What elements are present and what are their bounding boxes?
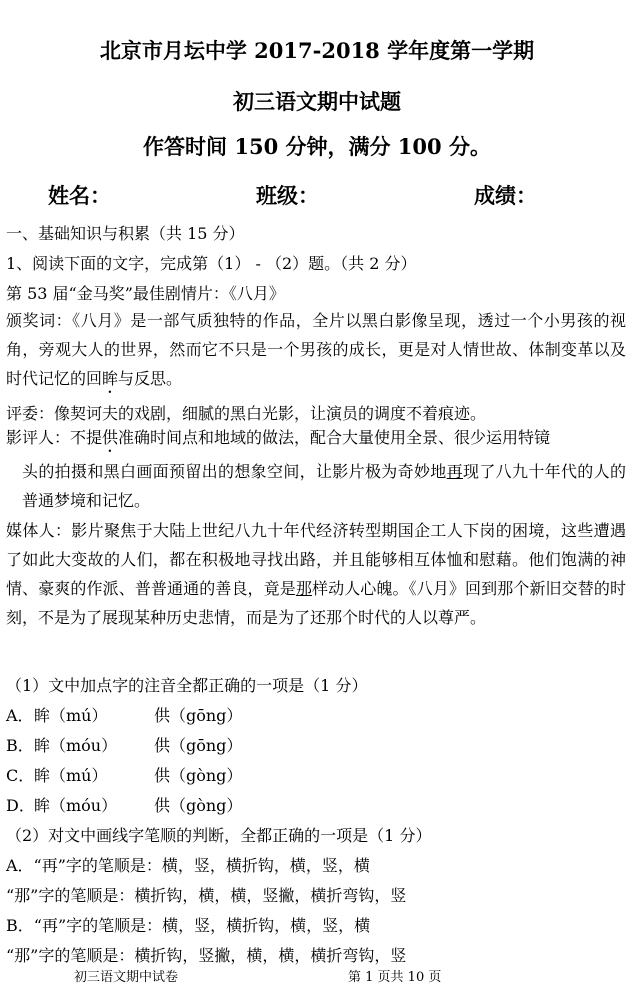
- underlined-char-na: 那: [295, 579, 312, 598]
- option-pinyin-2: 供（gòng）: [154, 796, 243, 815]
- media-paragraph: [6, 516, 626, 632]
- option-pinyin-1: 眸（mú）: [34, 706, 108, 725]
- award-paragraph: [6, 306, 626, 397]
- judge-paragraph: 评委：像契诃夫的戏剧，细腻的黑白光影，让演员的调度不着痕迹。: [6, 404, 487, 423]
- question-1-2-stem: （2）对文中画线字笔顺的判断，全都正确的一项是（1 分）: [6, 826, 432, 845]
- option-pinyin-2: 供（gōng）: [154, 706, 243, 725]
- option-pinyin-2: 供（gòng）: [154, 766, 243, 785]
- option-pinyin-1: 眸（mú）: [34, 766, 108, 785]
- media-text-2: 样动人心魄。《八月》回到那个新旧交替的时刻，不是为了展现某种历史悲情，而是为了还那个时代的人以尊严。: [6, 579, 626, 627]
- footer-left: 初三语文期中试卷: [74, 970, 179, 985]
- option-letter: A．: [6, 706, 34, 725]
- underlined-char-zai: 再: [446, 462, 463, 481]
- section-heading: 一、基础知识与积累（共 15 分）: [6, 224, 245, 243]
- exam-school-title: 北京市月坛中学 2017-2018 学年度第一学期: [99, 38, 535, 63]
- option-pinyin-1: 眸（móu）: [34, 796, 118, 815]
- option-pinyin-1: 眸（móu）: [34, 736, 118, 755]
- media-text-1: 媒体人：影片聚焦于大陆上世纪八九十年代经济转型期国企工人下岗的困境，这些遭遇了如此大变故的人们，都在积极地寻找出路，并且能够相互体恤和慰藉。他们饱满的神情、豪爽的作派、普普通通的善良，竟是: [6, 521, 626, 598]
- exam-subject-title: 初三语文期中试题: [233, 89, 401, 114]
- question-1-intro: 1、阅读下面的文字，完成第（1） - （2）题。（共 2 分）: [6, 254, 417, 273]
- page-number: 第 1 页共 10 页: [348, 970, 442, 985]
- critic-text-1: 影评人：不提: [6, 428, 103, 447]
- award-text: 颁奖词：《八月》是一部气质独特的作品，全片以黑白影像呈现，透过一个小男孩的视角，旁观大人的世界，然而它不只是一个男孩的成长，更是对人情世故、体制变革以及时代记忆的回: [6, 311, 626, 388]
- option-b-line-2: “那”字的笔顺是：横折钩，竖撇，横，横，横折弯钩，竖: [6, 946, 407, 965]
- option-letter: C．: [6, 766, 35, 785]
- critic-text-2: 准确时间点和地域的做法，配合大量使用全景、很少运用特镜: [118, 428, 551, 447]
- option-letter: B．: [6, 736, 34, 755]
- score-label: 成绩：: [474, 183, 537, 208]
- dotted-char-gong: 供: [102, 428, 119, 447]
- critic-text-4: 现了八九十年代的人的普通梦境和记忆。: [22, 462, 626, 510]
- option-pinyin-2: 供（gōng）: [154, 736, 243, 755]
- award-text-end: 与反思。: [118, 369, 183, 388]
- question-1-1-stem: （1）文中加点字的注音全都正确的一项是（1 分）: [6, 676, 368, 695]
- dotted-char-mou: 眸: [102, 369, 119, 388]
- class-label: 班级：: [256, 183, 319, 208]
- name-label: 姓名：: [48, 183, 111, 208]
- exam-time-note: 作答时间 150 分钟，满分 100 分。: [143, 134, 491, 159]
- passage-subtitle: 第 53 届“金马奖”最佳剧情片：《八月》: [6, 284, 285, 303]
- option-a-line-1: A．“再”字的笔顺是：横，竖，横折钩，横，竖，横: [6, 856, 370, 875]
- critic-line-1: [6, 423, 626, 456]
- option-letter: D．: [6, 796, 35, 815]
- option-b-line-1: B．“再”字的笔顺是：横，竖，横折钩，横，竖，横: [6, 916, 371, 935]
- option-a-line-2: “那”字的笔顺是：横折钩，横，横，竖撇，横折弯钩，竖: [6, 886, 407, 905]
- critic-text-3: 头的拍摄和黑白画面预留出的想象空间，让影片极为奇妙地: [22, 462, 447, 481]
- critic-continuation: [22, 457, 626, 515]
